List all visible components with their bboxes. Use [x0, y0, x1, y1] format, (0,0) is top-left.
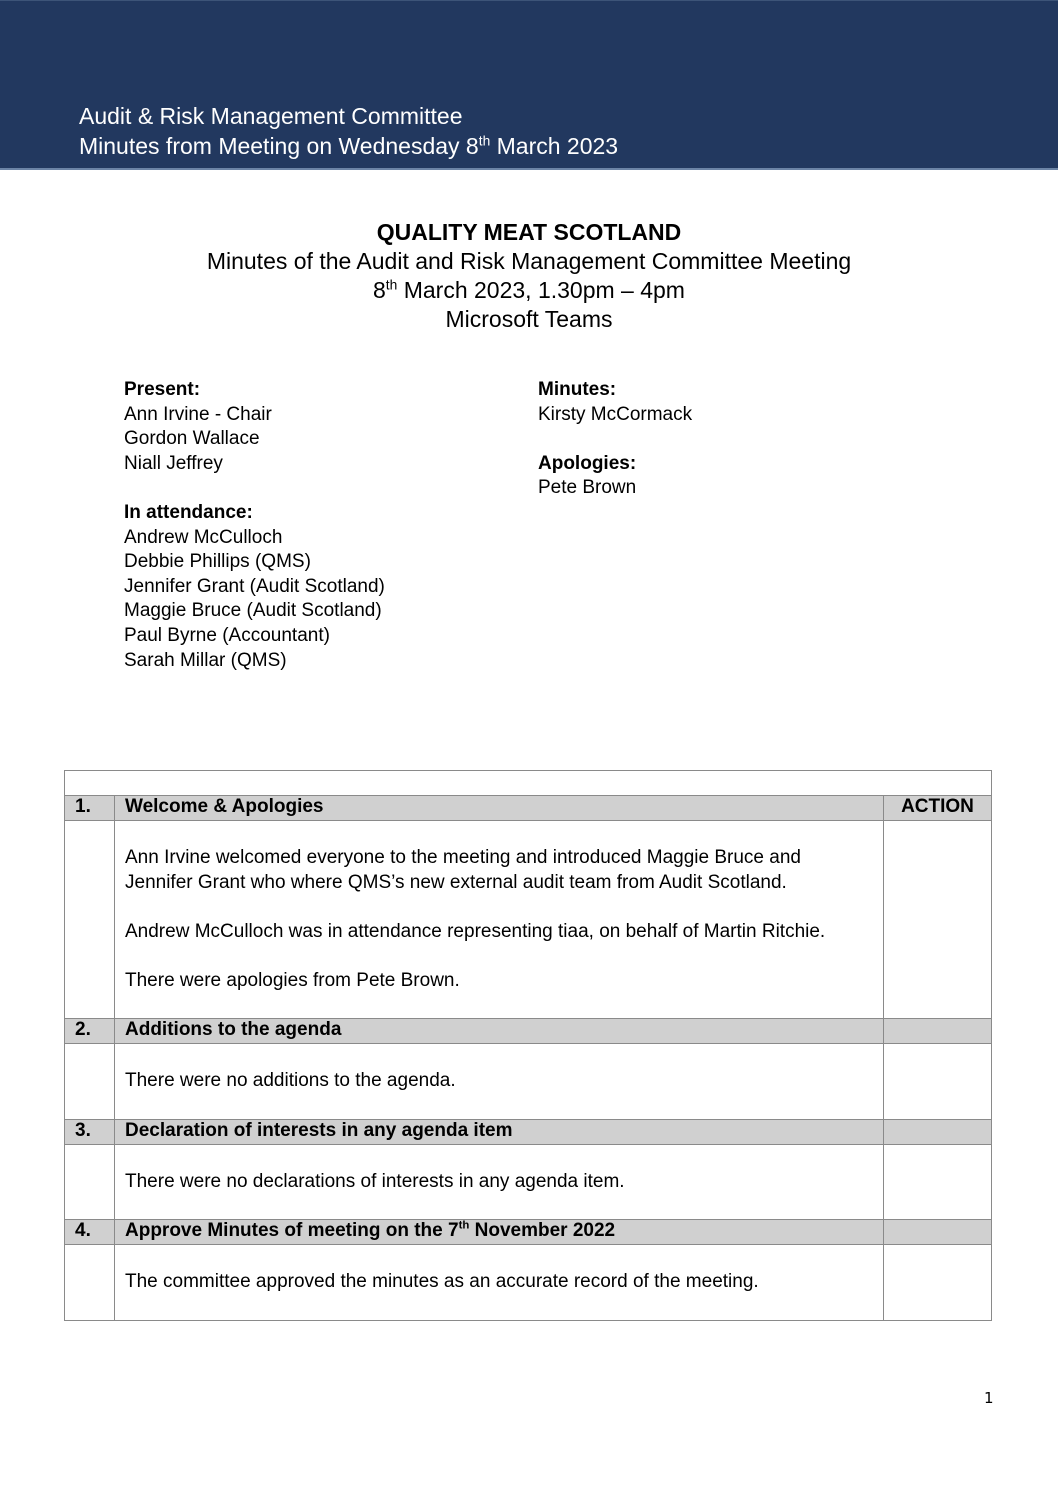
organisation-name: QUALITY MEAT SCOTLAND [376, 219, 682, 245]
section-header-row [65, 1220, 992, 1245]
present-heading: Present: [124, 379, 201, 400]
action-cell [884, 1245, 992, 1321]
section-title-suffix: November 2022 [469, 1220, 616, 1241]
section-number: 3. [65, 1119, 115, 1144]
minutes-taker-name: Kirsty McCormack [538, 403, 693, 425]
section-paragraph: Andrew McCulloch was in attendance representing tiaa, on behalf of Martin Ritchie. [125, 920, 826, 942]
present-name: Ann Irvine - Chair [124, 403, 272, 425]
apologies-heading: Apologies: [538, 452, 637, 474]
section-title: Declaration of interests in any agenda item [115, 1119, 884, 1144]
document-title-block [0, 218, 1058, 334]
spacer [538, 427, 692, 452]
section-title: Additions to the agenda [115, 1019, 884, 1044]
blank-cell [65, 771, 992, 796]
section-title-prefix: Approve Minutes of meeting on the 7 [125, 1220, 459, 1241]
section-title-sup: th [458, 1219, 470, 1232]
action-header-cell [884, 1119, 992, 1144]
section-content [115, 1144, 884, 1220]
banner-meeting-line [79, 133, 618, 160]
attendee-name: Andrew McCulloch [124, 526, 283, 548]
action-cell [884, 1144, 992, 1220]
action-column-header: ACTION [884, 796, 992, 821]
section-content [115, 1245, 884, 1321]
attendees-left-column [124, 378, 385, 673]
section-header-row [65, 1019, 992, 1044]
section-paragraph: There were no additions to the agenda. [125, 1070, 456, 1091]
section-title: Welcome & Apologies [115, 796, 884, 821]
present-name: Gordon Wallace [124, 428, 260, 450]
number-cell [65, 1245, 115, 1321]
minutes-heading: Minutes: [538, 379, 617, 400]
section-paragraph: The committee approved the minutes as an accurate record of the meeting. [125, 1271, 759, 1292]
section-header-row [65, 1119, 992, 1144]
section-body-row [65, 1044, 992, 1120]
action-header-cell [884, 1019, 992, 1044]
attendee-name: Sarah Millar (QMS) [124, 649, 287, 671]
meeting-date-sup: th [385, 277, 398, 293]
spacer [124, 476, 385, 501]
section-body-row [65, 821, 992, 1019]
meeting-date-prefix: 8 [373, 277, 386, 303]
attendee-name: Jennifer Grant (Audit Scotland) [124, 575, 385, 597]
section-number: 2. [65, 1019, 115, 1044]
section-number: 4. [65, 1220, 115, 1245]
meeting-date-time [0, 276, 1058, 305]
banner-committee-name: Audit & Risk Management Committee [79, 103, 463, 129]
number-cell [65, 1044, 115, 1120]
section-body-row [65, 1144, 992, 1220]
action-cell [884, 821, 992, 1019]
section-number: 1. [65, 796, 115, 821]
attendees-right-column [538, 378, 692, 501]
table-blank-row [65, 771, 992, 796]
section-paragraph: There were no declarations of interests in any agenda item. [125, 1170, 625, 1192]
section-content [115, 821, 884, 1019]
section-content [115, 1044, 884, 1120]
document-subtitle: Minutes of the Audit and Risk Management Committee Meeting [206, 248, 852, 274]
section-paragraph: There were apologies from Pete Brown. [125, 969, 460, 991]
section-header-row [65, 796, 992, 821]
section-title [115, 1220, 884, 1245]
meeting-date-suffix: March 2023, 1.30pm – 4pm [397, 277, 685, 303]
number-cell [65, 1144, 115, 1220]
banner-meeting-suffix: March 2023 [490, 133, 619, 159]
in-attendance-heading: In attendance: [124, 501, 253, 523]
banner-meeting-prefix: Minutes from Meeting on Wednesday 8 [79, 133, 479, 159]
attendee-name: Debbie Phillips (QMS) [124, 551, 311, 573]
attendee-name: Maggie Bruce (Audit Scotland) [124, 600, 382, 622]
banner-meeting-sup: th [478, 133, 491, 149]
page-number: 1 [984, 1389, 994, 1407]
header-banner [0, 0, 1058, 170]
meeting-location: Microsoft Teams [445, 306, 613, 332]
apologies-name: Pete Brown [538, 477, 637, 499]
action-header-cell [884, 1220, 992, 1245]
attendee-name: Paul Byrne (Accountant) [124, 624, 330, 646]
minutes-table [64, 770, 992, 1321]
present-name: Niall Jeffrey [124, 452, 223, 474]
number-cell [65, 821, 115, 1019]
section-paragraph: Ann Irvine welcomed everyone to the meeting and introduced Maggie Bruce and Jennifer Grant who where QMS’s new external audit team from Audit Scotland. [125, 847, 801, 893]
action-cell [884, 1044, 992, 1120]
section-body-row [65, 1245, 992, 1321]
